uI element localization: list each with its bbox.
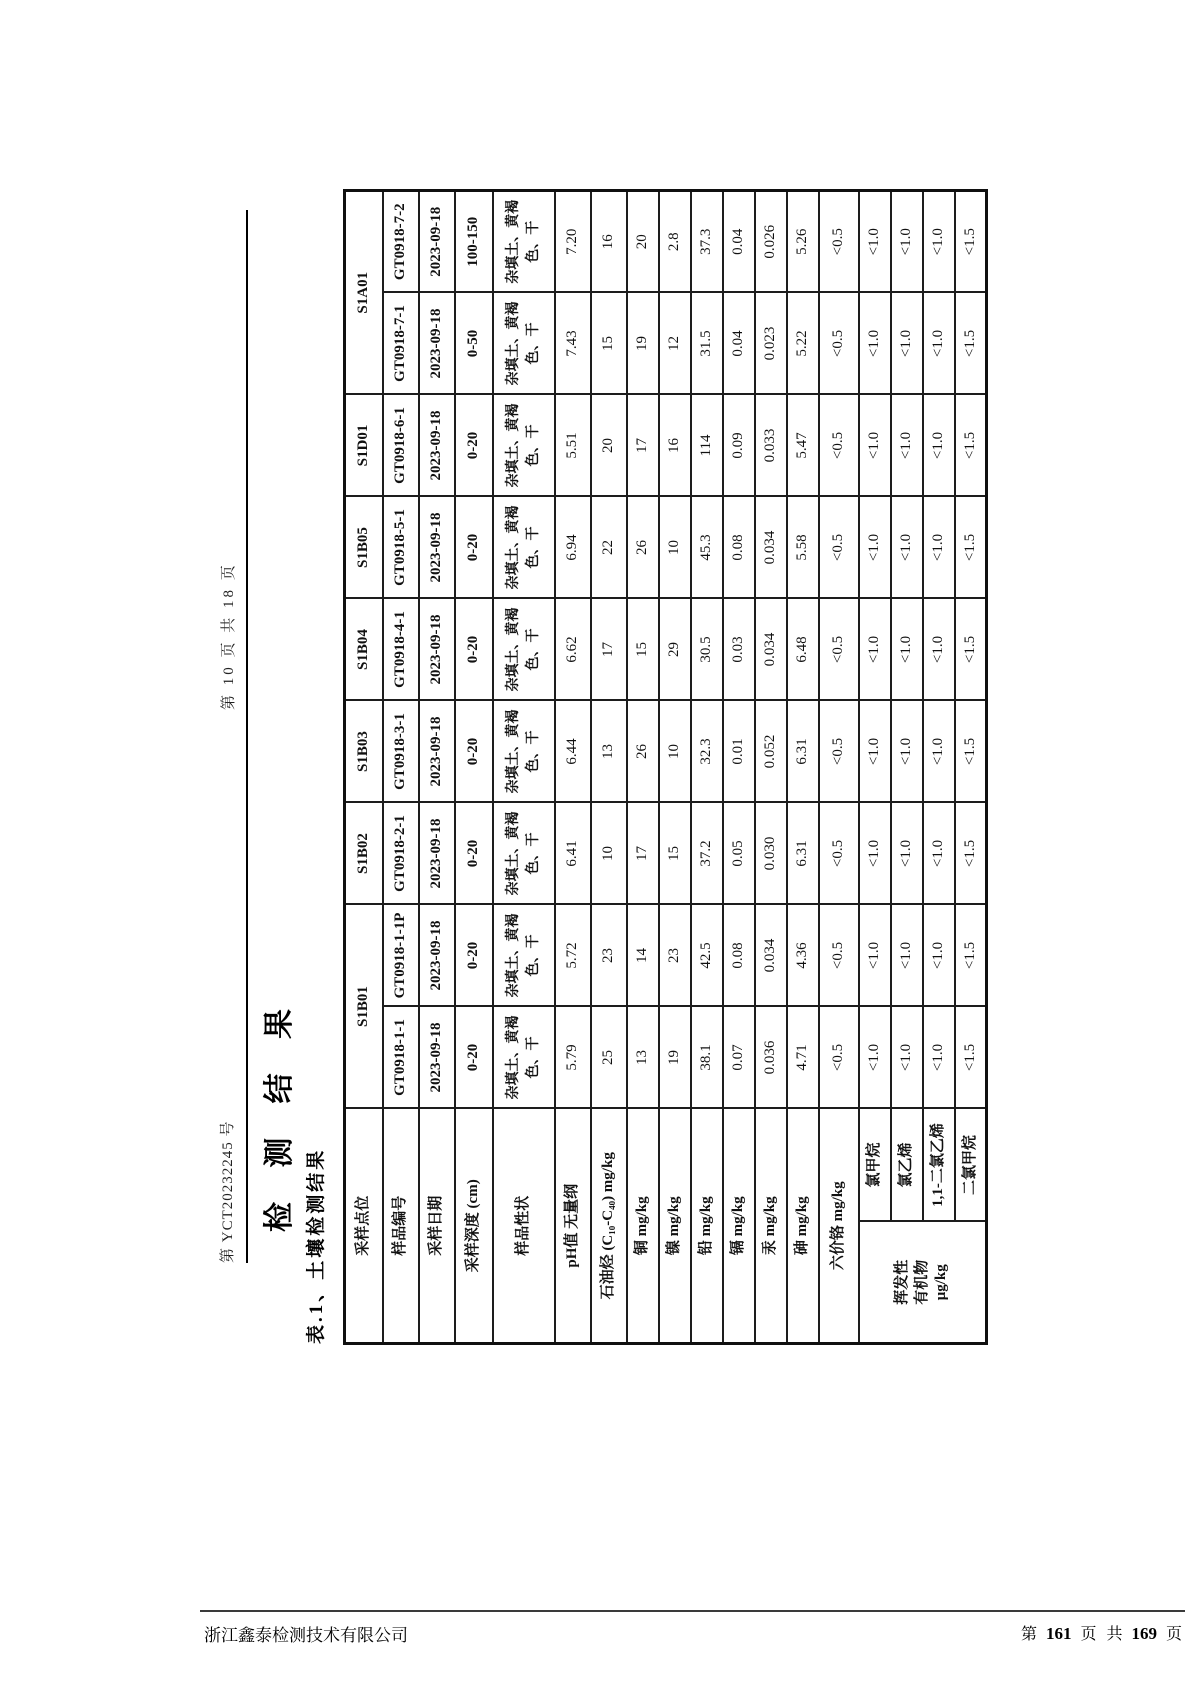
table-cell: 10 <box>591 803 627 905</box>
point-header-cell: S1B04 <box>345 599 383 701</box>
table-cell: 37.3 <box>691 191 723 293</box>
table-cell: <0.5 <box>819 497 859 599</box>
table-cell: <0.5 <box>819 701 859 803</box>
row-label: 采样日期 <box>419 1109 455 1344</box>
point-header-cell: S1D01 <box>345 395 383 497</box>
inner-page-number: 第 10 页 共 18 页 <box>221 562 237 710</box>
row-label: 样品编号 <box>383 1109 419 1344</box>
table-cell: <0.5 <box>819 905 859 1007</box>
table-cell: <1.5 <box>955 497 987 599</box>
footer-page-word: 页 <box>1080 1626 1097 1643</box>
table-cell: 6.94 <box>555 497 591 599</box>
table-cell: 0.052 <box>755 701 787 803</box>
table-cell: 0-50 <box>455 293 493 395</box>
table-cell: 10 <box>659 701 691 803</box>
row-label: 铅 mg/kg <box>691 1109 723 1344</box>
table-cell: 2023-09-18 <box>419 293 455 395</box>
table-cell: <1.0 <box>859 599 891 701</box>
table-cell: <1.0 <box>859 905 891 1007</box>
table-cell: <1.0 <box>923 395 955 497</box>
table-cell: <1.0 <box>923 599 955 701</box>
table-cell: <1.0 <box>891 599 923 701</box>
table-cell: <1.0 <box>859 701 891 803</box>
table-cell: <1.0 <box>923 497 955 599</box>
table-cell: <0.5 <box>819 191 859 293</box>
table-cell: <1.0 <box>891 803 923 905</box>
table-cell: <1.0 <box>859 293 891 395</box>
table-cell: 0.08 <box>723 905 755 1007</box>
table-cell: 6.31 <box>787 803 819 905</box>
row-label: 氯甲烷 <box>859 1109 891 1222</box>
point-header-cell: S1B01 <box>345 905 383 1109</box>
table-cell: 杂填土、黄褐色、干 <box>493 293 555 395</box>
table-cell: <1.0 <box>923 191 955 293</box>
table-cell: 7.20 <box>555 191 591 293</box>
table-row <box>891 191 923 1344</box>
table-cell: <0.5 <box>819 395 859 497</box>
table-cell: 2023-09-18 <box>419 701 455 803</box>
table-cell: <1.5 <box>955 1007 987 1109</box>
table-cell: 0-20 <box>455 905 493 1007</box>
footer-page-current: 161 <box>1045 1624 1072 1643</box>
results-table-body <box>345 191 987 1344</box>
table-cell: 20 <box>591 395 627 497</box>
table-cell: <1.0 <box>923 1007 955 1109</box>
table-cell: 5.22 <box>787 293 819 395</box>
table-cell: 0.034 <box>755 905 787 1007</box>
row-label-voc-group <box>859 1222 987 1344</box>
table-row <box>345 191 383 1344</box>
table-row <box>591 191 627 1344</box>
table-row <box>787 191 819 1344</box>
row-label: 铜 mg/kg <box>627 1109 659 1344</box>
table-cell: <1.0 <box>891 701 923 803</box>
table-cell: <1.0 <box>859 1007 891 1109</box>
table-cell: 38.1 <box>691 1007 723 1109</box>
table-row <box>383 191 419 1344</box>
table-row <box>755 191 787 1344</box>
table-cell: <1.0 <box>923 293 955 395</box>
table-cell: <1.0 <box>891 497 923 599</box>
table-cell: <1.5 <box>955 599 987 701</box>
table-row <box>659 191 691 1344</box>
table-cell: 0-20 <box>455 803 493 905</box>
point-header-cell: S1A01 <box>345 191 383 395</box>
table-row <box>691 191 723 1344</box>
row-label: 二氯甲烷 <box>955 1109 987 1222</box>
table-cell: 2023-09-18 <box>419 599 455 701</box>
table-cell: 5.47 <box>787 395 819 497</box>
row-label: 汞 mg/kg <box>755 1109 787 1344</box>
row-label-sampling-point: 采样点位 <box>345 1109 383 1344</box>
row-label: 镉 mg/kg <box>723 1109 755 1344</box>
table-cell: 30.5 <box>691 599 723 701</box>
row-label: 镍 mg/kg <box>659 1109 691 1344</box>
table-row <box>455 191 493 1344</box>
table-cell: 26 <box>627 701 659 803</box>
table-cell: GT0918-3-1 <box>383 701 419 803</box>
table-cell: 2023-09-18 <box>419 191 455 293</box>
footer-page-word: 页 <box>1165 1626 1182 1643</box>
table-cell: <1.0 <box>891 191 923 293</box>
table-cell: 5.26 <box>787 191 819 293</box>
table-cell: 0-20 <box>455 599 493 701</box>
table-cell: 0.026 <box>755 191 787 293</box>
table-caption: 表.1、土壤检测结果 <box>306 1147 327 1344</box>
table-cell: <0.5 <box>819 293 859 395</box>
table-cell: 0.01 <box>723 701 755 803</box>
table-cell: GT0918-1-1 <box>383 1007 419 1109</box>
table-cell: 5.58 <box>787 497 819 599</box>
table-cell: 杂填土、黄褐色、干 <box>493 599 555 701</box>
table-cell: <1.0 <box>923 803 955 905</box>
point-header-cell: S1B05 <box>345 497 383 599</box>
footer-rule <box>200 1610 1185 1612</box>
page-title: 检 测 结 果 <box>263 995 296 1232</box>
table-cell: <1.5 <box>955 701 987 803</box>
table-cell: 2023-09-18 <box>419 905 455 1007</box>
table-cell: <1.0 <box>891 293 923 395</box>
table-cell: 15 <box>627 599 659 701</box>
table-cell: 25 <box>591 1007 627 1109</box>
table-cell: <1.5 <box>955 293 987 395</box>
table-cell: <1.0 <box>891 905 923 1007</box>
table-cell: 17 <box>591 599 627 701</box>
table-cell: 0.04 <box>723 191 755 293</box>
table-cell: 29 <box>659 599 691 701</box>
table-cell: 杂填土、黄褐色、干 <box>493 1007 555 1109</box>
table-cell: 0.05 <box>723 803 755 905</box>
table-cell: <0.5 <box>819 1007 859 1109</box>
row-label: 六价铬 mg/kg <box>819 1109 859 1344</box>
table-cell: 37.2 <box>691 803 723 905</box>
footer-page-number <box>1018 1621 1185 1644</box>
table-row <box>493 191 555 1344</box>
table-cell: 4.36 <box>787 905 819 1007</box>
footer-page-total: 169 <box>1131 1624 1157 1643</box>
table-cell: 杂填土、黄褐色、干 <box>493 905 555 1007</box>
table-cell: <1.0 <box>923 701 955 803</box>
table-cell: <1.0 <box>859 497 891 599</box>
table-cell: GT0918-5-1 <box>383 497 419 599</box>
table-cell: 23 <box>659 905 691 1007</box>
point-header-cell: S1B02 <box>345 803 383 905</box>
table-cell: <0.5 <box>819 803 859 905</box>
table-cell: GT0918-2-1 <box>383 803 419 905</box>
table-cell: 0.08 <box>723 497 755 599</box>
table-cell: 0.04 <box>723 293 755 395</box>
table-cell: 6.44 <box>555 701 591 803</box>
table-cell: 6.62 <box>555 599 591 701</box>
table-cell: 杂填土、黄褐色、干 <box>493 701 555 803</box>
table-cell: 15 <box>659 803 691 905</box>
table-cell: 0.034 <box>755 599 787 701</box>
row-label: pH值 无量纲 <box>555 1109 591 1344</box>
table-cell: 22 <box>591 497 627 599</box>
table-cell: 31.5 <box>691 293 723 395</box>
report-number: 第 YCT20232245 号 <box>220 1120 236 1263</box>
table-row <box>955 191 987 1344</box>
table-cell: 6.41 <box>555 803 591 905</box>
footer-company-name: 浙江鑫泰检测技术有限公司 <box>204 1626 408 1645</box>
table-cell: 16 <box>659 395 691 497</box>
table-row <box>419 191 455 1344</box>
table-cell: 杂填土、黄褐色、干 <box>493 191 555 293</box>
table-cell: <1.5 <box>955 905 987 1007</box>
table-cell: GT0918-1-1P <box>383 905 419 1007</box>
table-cell: 0.030 <box>755 803 787 905</box>
table-cell: <1.0 <box>859 395 891 497</box>
table-row <box>819 191 859 1344</box>
table-cell: 0.033 <box>755 395 787 497</box>
table-cell: 杂填土、黄褐色、干 <box>493 803 555 905</box>
table-cell: 14 <box>627 905 659 1007</box>
row-label: 采样深度 (cm) <box>455 1109 493 1344</box>
table-cell: 杂填土、黄褐色、干 <box>493 395 555 497</box>
table-cell: 42.5 <box>691 905 723 1007</box>
table-cell: 0.036 <box>755 1007 787 1109</box>
table-cell: 2023-09-18 <box>419 803 455 905</box>
footer-page-word: 共 <box>1106 1626 1123 1643</box>
table-cell: <1.5 <box>955 395 987 497</box>
table-cell: 13 <box>591 701 627 803</box>
voc-group-label: 挥发性有机物 μg/kg <box>894 1259 949 1305</box>
table-cell: <1.5 <box>955 803 987 905</box>
table-cell: 45.3 <box>691 497 723 599</box>
table-cell: 0.03 <box>723 599 755 701</box>
table-cell: 5.79 <box>555 1007 591 1109</box>
row-label: 砷 mg/kg <box>787 1109 819 1344</box>
table-cell: GT0918-6-1 <box>383 395 419 497</box>
table-cell: 32.3 <box>691 701 723 803</box>
table-cell: 19 <box>627 293 659 395</box>
table-cell: 16 <box>591 191 627 293</box>
table-cell: <1.5 <box>955 191 987 293</box>
table-cell: 4.71 <box>787 1007 819 1109</box>
table-cell: 7.43 <box>555 293 591 395</box>
table-cell: 2023-09-18 <box>419 1007 455 1109</box>
table-row <box>923 191 955 1344</box>
table-cell: 6.48 <box>787 599 819 701</box>
table-cell: 2023-09-18 <box>419 497 455 599</box>
table-cell: 17 <box>627 803 659 905</box>
row-label: 氯乙烯 <box>891 1109 923 1222</box>
table-cell: 17 <box>627 395 659 497</box>
table-cell: 100-150 <box>455 191 493 293</box>
table-row <box>555 191 591 1344</box>
point-header-cell: S1B03 <box>345 701 383 803</box>
table-cell: 0-20 <box>455 1007 493 1109</box>
row-label: 样品性状 <box>493 1109 555 1344</box>
table-cell: 114 <box>691 395 723 497</box>
table-cell: <1.0 <box>859 803 891 905</box>
table-cell: 15 <box>591 293 627 395</box>
table-cell: 0.034 <box>755 497 787 599</box>
footer-page-word: 第 <box>1020 1626 1037 1643</box>
table-cell: GT0918-4-1 <box>383 599 419 701</box>
table-cell: 20 <box>627 191 659 293</box>
table-cell: 0-20 <box>455 497 493 599</box>
table-cell: 19 <box>659 1007 691 1109</box>
table-cell: <1.0 <box>891 395 923 497</box>
table-cell: GT0918-7-1 <box>383 293 419 395</box>
row-label: 1,1-二氯乙烯 <box>923 1109 955 1222</box>
table-cell: <0.5 <box>819 599 859 701</box>
table-cell: 0.09 <box>723 395 755 497</box>
table-cell: GT0918-7-2 <box>383 191 419 293</box>
table-cell: <1.0 <box>891 1007 923 1109</box>
table-cell: 26 <box>627 497 659 599</box>
results-table <box>343 189 988 1345</box>
table-cell: 0-20 <box>455 701 493 803</box>
table-cell: 0.023 <box>755 293 787 395</box>
table-cell: 12 <box>659 293 691 395</box>
row-label: 石油烃 (C₁₀-C₄₀) mg/kg <box>591 1109 627 1344</box>
table-cell: 杂填土、黄褐色、干 <box>493 497 555 599</box>
table-cell: 5.51 <box>555 395 591 497</box>
table-cell: <1.0 <box>923 905 955 1007</box>
table-cell: 5.72 <box>555 905 591 1007</box>
table-cell: 0-20 <box>455 395 493 497</box>
table-cell: 10 <box>659 497 691 599</box>
table-row <box>859 191 891 1344</box>
table-cell: 0.07 <box>723 1007 755 1109</box>
table-cell: 6.31 <box>787 701 819 803</box>
table-cell: 2.8 <box>659 191 691 293</box>
table-cell: 23 <box>591 905 627 1007</box>
table-cell: 13 <box>627 1007 659 1109</box>
table-cell: 2023-09-18 <box>419 395 455 497</box>
table-row <box>723 191 755 1344</box>
table-row <box>627 191 659 1344</box>
table-cell: <1.0 <box>859 191 891 293</box>
header-rule <box>246 210 248 1263</box>
